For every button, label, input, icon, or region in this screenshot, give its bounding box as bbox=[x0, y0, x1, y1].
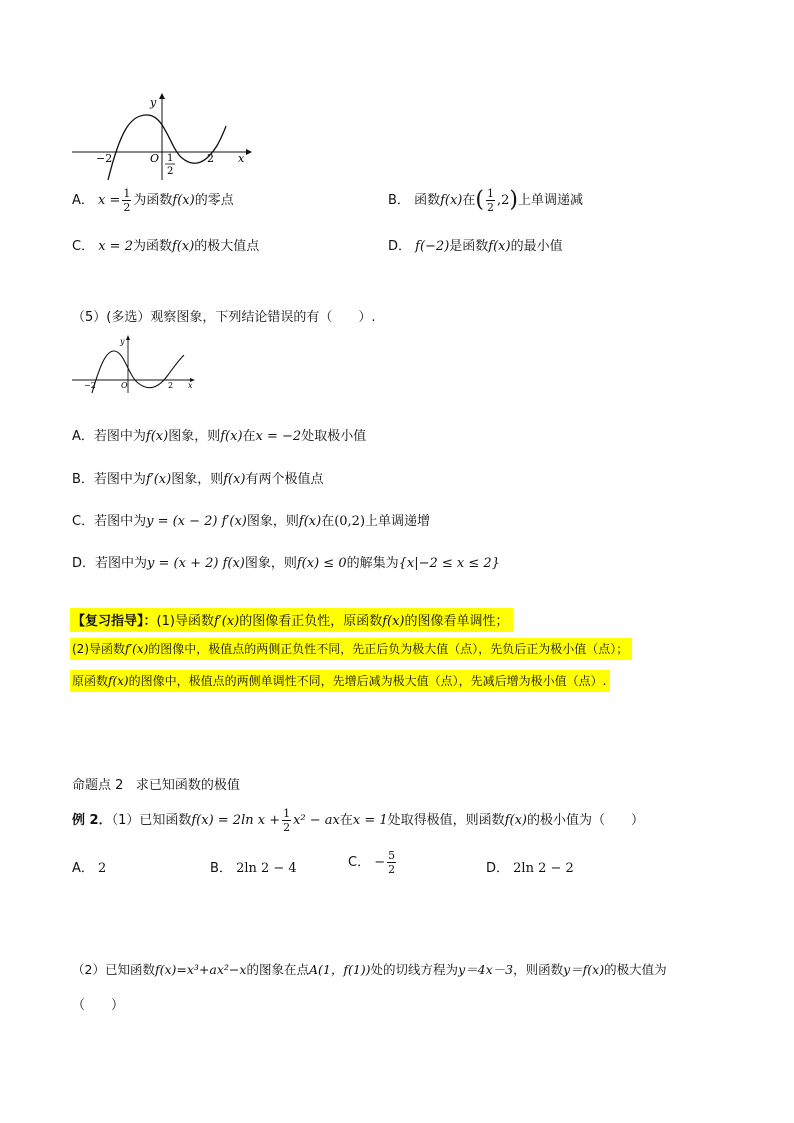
ex2-option-b[interactable] bbox=[210, 857, 297, 876]
x-label: x bbox=[238, 152, 245, 165]
text: 的图像中，极值点的两侧单调性不同，先增后减为极大值（点），先减后增为极小值（点）. bbox=[128, 674, 607, 688]
text: 的解集为 bbox=[346, 556, 399, 571]
math: y＝f(x) bbox=[563, 962, 605, 977]
text: 在 bbox=[339, 813, 353, 828]
text: 处的切线方程为 bbox=[370, 962, 459, 977]
text: 为函数 bbox=[133, 193, 173, 208]
review-line-2 bbox=[70, 638, 632, 660]
text: ： bbox=[143, 614, 157, 629]
text: 图象，则 bbox=[244, 556, 297, 571]
x-label: x bbox=[188, 381, 193, 390]
frac-den: 2 bbox=[388, 863, 396, 876]
math: f(x) bbox=[145, 429, 169, 444]
section-title: 求已知函数的极值 bbox=[135, 778, 240, 793]
q2-stem bbox=[72, 960, 667, 978]
q4-option-c[interactable] bbox=[72, 235, 259, 254]
q5-option-b[interactable] bbox=[72, 468, 324, 487]
option-letter: B． bbox=[210, 861, 232, 876]
paren-open: ( bbox=[475, 187, 484, 213]
y-axis-arrow bbox=[126, 335, 130, 340]
text: 上单调递减 bbox=[517, 193, 583, 208]
fraction bbox=[486, 188, 495, 213]
review-line-1 bbox=[70, 608, 513, 632]
example-label: 例 2． bbox=[72, 813, 112, 828]
text: 的极大值点 bbox=[194, 239, 260, 254]
text: 为函数 bbox=[132, 239, 172, 254]
option-letter: A． bbox=[72, 861, 94, 876]
math: 2ln 2 − 2 bbox=[513, 861, 574, 876]
text: 原函数 bbox=[72, 674, 109, 688]
fraction bbox=[282, 808, 291, 833]
text: 图象，则 bbox=[168, 429, 221, 444]
text: 的图像看单调性； bbox=[404, 614, 509, 629]
text: 若图中为 bbox=[94, 514, 147, 529]
origin-label: O bbox=[121, 381, 128, 390]
text: （2）已知函数 bbox=[72, 962, 155, 977]
x-axis-arrow bbox=[246, 149, 252, 155]
ex2-option-c[interactable] bbox=[348, 850, 398, 875]
math: 2ln 2 − 4 bbox=[236, 861, 297, 876]
math: f′(x) bbox=[213, 614, 240, 629]
math: y = (x − 2) f′(x) bbox=[146, 514, 247, 529]
q4-option-d[interactable] bbox=[388, 235, 563, 254]
math: x = 1 bbox=[352, 813, 388, 828]
math: y＝4x－3 bbox=[458, 962, 514, 977]
q2-answer-blank: （ ） bbox=[72, 998, 125, 1013]
text: 的极小值为（ ） bbox=[526, 813, 644, 828]
text: 的图像中，极值点的两侧正负性不同，先正后负为极大值（点），先负后正为极小值（点）； bbox=[148, 642, 629, 656]
option-letter: C． bbox=[348, 855, 371, 870]
option-letter: D． bbox=[388, 239, 412, 254]
origin-label: O bbox=[150, 152, 160, 165]
text: 的零点 bbox=[194, 193, 234, 208]
frac-den: 2 bbox=[486, 201, 494, 214]
frac-num: 1 bbox=[486, 187, 494, 200]
text: 处取极小值 bbox=[301, 429, 367, 444]
text: ，则函数 bbox=[513, 962, 564, 977]
ex2-option-a[interactable] bbox=[72, 857, 106, 876]
section-label: 命题点 2 bbox=[72, 778, 124, 793]
text: (2)导函数 bbox=[72, 642, 125, 656]
option-letter: A． bbox=[72, 429, 94, 444]
text: 处取得极值，则函数 bbox=[387, 813, 505, 828]
math: {x|−2 ≤ x ≤ 2} bbox=[398, 556, 500, 571]
frac-den: 2 bbox=[123, 201, 131, 214]
cubic-graph-2 bbox=[70, 335, 200, 395]
tick-2: 2 bbox=[207, 152, 214, 165]
math: f(x) bbox=[172, 239, 195, 254]
option-letter: B． bbox=[72, 472, 94, 487]
q5-stem: （5）(多选）观察图象，下列结论错误的有（ ）. bbox=[72, 310, 376, 325]
cubic-graph-1 bbox=[70, 92, 255, 182]
ex2-option-d[interactable] bbox=[486, 857, 574, 876]
math: f(x) = 2ln x + bbox=[191, 813, 281, 828]
option-letter: D． bbox=[72, 556, 96, 571]
math: f(x)=x³+ax²−x bbox=[154, 962, 247, 977]
tick-neg2: −2 bbox=[96, 152, 113, 165]
text: 在 bbox=[462, 193, 476, 208]
math: y = (x + 2) f(x) bbox=[147, 556, 245, 571]
y-label: y bbox=[150, 96, 157, 109]
math: ,2 bbox=[496, 193, 510, 208]
q4-option-a[interactable] bbox=[72, 188, 234, 213]
math: f(x) bbox=[220, 429, 243, 444]
q5-option-a[interactable] bbox=[72, 425, 366, 444]
math: x = 2 bbox=[98, 239, 133, 254]
math: − bbox=[374, 855, 386, 870]
text: 是函数 bbox=[449, 239, 489, 254]
text: 上单调递增 bbox=[365, 514, 431, 529]
text: 的极大值为 bbox=[604, 962, 667, 977]
math: f′(x) bbox=[125, 642, 149, 656]
math: f(x) bbox=[298, 514, 322, 529]
math: f(x) ≤ 0 bbox=[296, 556, 347, 571]
frac-num: 1 bbox=[283, 807, 291, 820]
text: 若图中为 bbox=[95, 556, 148, 571]
math: f(x) bbox=[440, 193, 463, 208]
math: 2 bbox=[98, 861, 107, 876]
option-letter: B． bbox=[388, 193, 410, 208]
y-label: y bbox=[120, 337, 125, 346]
frac-den: 2 bbox=[283, 821, 291, 834]
text: 若图中为 bbox=[93, 429, 146, 444]
math: f(x) bbox=[108, 674, 129, 688]
option-letter: D． bbox=[486, 861, 510, 876]
math: f(x) bbox=[223, 472, 246, 487]
text: 的图象在点 bbox=[246, 962, 309, 977]
example-2-stem bbox=[72, 808, 644, 833]
text: 若图中为 bbox=[93, 472, 146, 487]
math: f(−2) bbox=[415, 239, 450, 254]
math: x = −2 bbox=[255, 429, 302, 444]
text: 的最小值 bbox=[510, 239, 563, 254]
frac-num: 5 bbox=[388, 849, 396, 862]
tick-neg2: −2 bbox=[84, 381, 96, 390]
text: （1）已知函数 bbox=[111, 813, 192, 828]
text: 在 bbox=[242, 429, 256, 444]
text: (1)导函数 bbox=[156, 614, 214, 629]
text: 有两个极值点 bbox=[245, 472, 324, 487]
math: x² − ax bbox=[293, 813, 340, 828]
math: (0,2) bbox=[334, 514, 366, 529]
text: 在 bbox=[321, 514, 335, 529]
tick-2: 2 bbox=[168, 381, 174, 390]
frac-num: 1 bbox=[123, 187, 131, 200]
math: f′(x) bbox=[145, 472, 172, 487]
math: f(x) bbox=[488, 239, 511, 254]
tick-half-num: 1 bbox=[167, 153, 174, 164]
review-title: 【复习指导】 bbox=[72, 614, 144, 629]
fraction bbox=[387, 850, 396, 875]
option-letter: C． bbox=[72, 239, 95, 254]
math: f(x) bbox=[382, 614, 405, 629]
paren-close: ) bbox=[509, 187, 518, 213]
math: f(x) bbox=[172, 193, 195, 208]
q5-option-c[interactable] bbox=[72, 510, 430, 529]
option-letter: A． bbox=[72, 193, 94, 208]
option-letter: C． bbox=[72, 514, 95, 529]
q4-option-b[interactable] bbox=[388, 188, 583, 213]
math: x = bbox=[98, 193, 121, 208]
section-heading bbox=[72, 774, 240, 793]
text: 图象，则 bbox=[171, 472, 224, 487]
math: A(1，f(1)) bbox=[308, 962, 371, 977]
math: f(x) bbox=[504, 813, 527, 828]
q5-option-d[interactable] bbox=[72, 552, 500, 571]
text: 函数 bbox=[414, 193, 441, 208]
y-axis-arrow bbox=[159, 93, 165, 99]
fraction bbox=[122, 188, 131, 213]
tick-half-den: 2 bbox=[167, 166, 174, 177]
text: 的图像看正负性，原函数 bbox=[239, 614, 383, 629]
review-line-3 bbox=[70, 670, 610, 692]
text: 图象，则 bbox=[246, 514, 299, 529]
